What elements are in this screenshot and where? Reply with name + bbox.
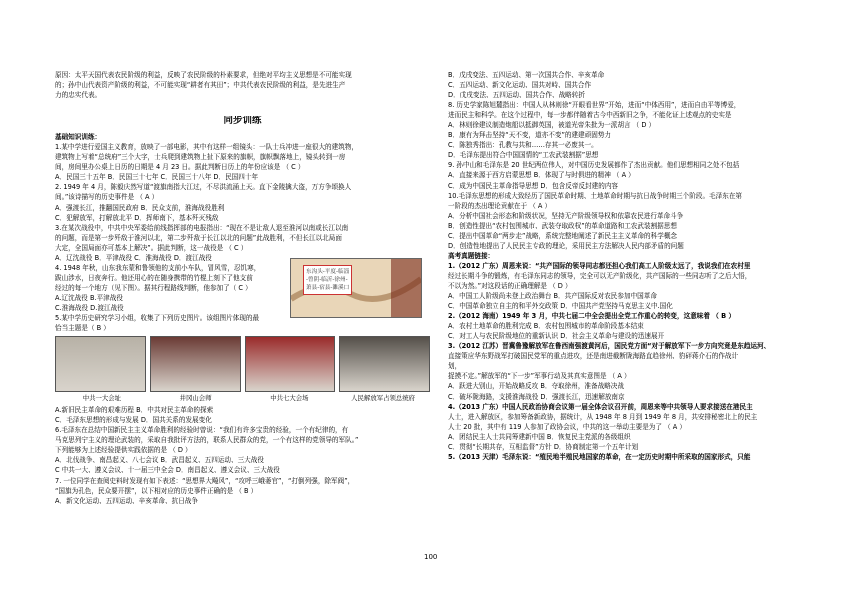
left2-line: 下列能够为上述经验提供实践依据的是 （ D ） [55, 446, 192, 455]
left-line: A．辽沈战役 B．平津战役 C．淮海战役 D．渡江战役 [55, 253, 212, 262]
route-line-2: -曾阴-临沂-徐州- [306, 277, 348, 283]
right-line: C．对工人与农民阶级地位的重新认识 D．社会主义革命与建设的迅速展开 [448, 332, 665, 341]
history-photos [55, 336, 430, 392]
left-line: A．民国三十五年 B．民国三十七年 C．民国三十八年 D．民国四十年 [55, 173, 259, 182]
right-column [448, 70, 823, 462]
left-line: C．犯解放军，打解放北平 D．挥师南下，基本歼灭残敌 [55, 213, 219, 222]
left-line: 4. 1948 年秋，山东我东蒙和鲁领他的支前小车队，冒风雪，忍饥寒， [55, 263, 261, 272]
right-line: 2.（2012 海南）1949 年 3 月，中共七届二中全会提出全党工作重心的转变，这意味着 （ B ） [448, 312, 736, 321]
right-line: C．提出中国革命“两步走”战略，系统完整地阐述了新民主主义革命的科学概念 [448, 231, 678, 240]
left-line: 同步训练 [223, 116, 262, 127]
right-line: A．林则徐建议制造炮船以抵御英国，被道光帝朱批为一派胡言 （ D ） [448, 121, 656, 130]
right-line: 1.（2012 广东）周恩来说：“共产国际的领导同志都还担心我们高工人阶级太远了，我说我们在农村里 [448, 261, 751, 270]
photo-caption: 人民解放军占领总统府 [351, 394, 416, 403]
right-line: 高考真题链接： [448, 251, 495, 260]
right-line: A．农村土地革命的胜利完成 B．农村包围城市的革命阶段基本结束 [448, 322, 644, 331]
right-line: 划， [448, 362, 462, 371]
right-line: 人士 20 批，其中有 119 人参加了政协会议，中共的这一举动主要是为了 （ A ） [448, 422, 686, 431]
right-line: 不以为然。”对这段话的正确理解是 （ D ） [448, 281, 572, 290]
right-line: A．跃进大别山，开始战略反攻 B．夺取徐州，准备战略决战 [448, 382, 624, 391]
right-line: C．中国革命独立自主的和平外交政策 D．中国共产党坚持马克思主义中.国化 [448, 302, 673, 311]
right-line: A．团结民主人士共同筹建新中国 B．恢复民主党派的各级组织 [448, 432, 631, 441]
right-line: C．贯彻“长期共存，互相监督”方针 D．协商制定第一个五年计划 [448, 442, 639, 451]
right-line: 经过长期斗争的锻炼，有毛泽东同志的领导，完全可以无产阶级化，共产国际的一些同志听了之后大悟， [448, 271, 752, 280]
right-line: 5.（2013 天津）毛泽东说：“殖民地半殖民地国家的革命，在一定历史时期中所采取的国家形式，只能 [448, 452, 751, 461]
photo-captions [55, 393, 430, 403]
left2-line: 6.毛泽东在总结中国新民主主义革命胜利的经验时曾说：“我们有许多宝贵的经验，一个有纪律的，有 [55, 426, 349, 435]
right-line: D．创造性地提出了人民民主专政的理论，采用民主方法解决人民内部矛盾的问题 [448, 241, 684, 250]
page-number: 100 [424, 553, 438, 561]
right-line: 人士，进入解放区，参加筹备新政协，据统计，从 1948 年 8 月到 1949 年 8 月，共安排秘密北上的民主 [448, 412, 758, 421]
right-line: 进而民主和科学。在这个过程中，每一步都伴随着古今中西新旧之争，不能化证上述观点的史实是 [448, 111, 732, 120]
left-line: 力的忠实代表。 [55, 91, 102, 100]
left-line: 大定，全国局面亦可基本上解决”。据此判断，这一战役是 （ C ） [55, 243, 248, 252]
right-line: B．戊戌变法、五四运动、第一次国共合作、辛亥革命 [448, 71, 605, 79]
right-line: B．康有为拜击坚持“天不变，道亦不变”的建建顽固势力 [448, 131, 612, 140]
route-line-1: 东沟头-平度-临淄 [306, 269, 350, 275]
history-photo [245, 336, 336, 392]
right-line: C．陈独秀指出：孔教与共和……存其一必废其一。 [448, 141, 598, 150]
left-line: 原因：太平天国代表农民阶级的利益，反映了农民阶级的朴素要求，但绝对平均主义思想是不可能实现 [55, 71, 352, 79]
left-line: 经过的每一个地方（见下图）。据其行程路线判断，他参加了（ C ） [55, 283, 252, 292]
left-line: 1.某中学进行爱国主义教育，放映了一部电影，其中有这样一组镜头：一队士兵冲进一座很大的建筑物， [55, 143, 359, 152]
left-line: 基础知识训练： [55, 133, 102, 142]
left2-line: 马克思列宁主义的理论武装的，采取自我批评方法的，联系人民群众的党，一个有这样的党领导的军队。” [55, 436, 359, 445]
right-line: C．五四运动、新文化运动、国共对峙、国共合作 [448, 81, 592, 90]
left-line: A．强渡长江，推翻国民政府 B．民众支前，淮海战役胜利 [55, 203, 225, 212]
route-label [303, 265, 352, 295]
right-line: D．毛泽东提出符合中国国情的“工农武装割据”思想 [448, 151, 599, 160]
left-line: 间，房间里办公桌上日历的日期是 4 月 23 日。据此判断日历上的年份应该是 （ C ） [55, 163, 305, 172]
left-line: 2. 1949 年 4 月，陈毅庆然写道“渡旗南指大江过，不尽洪流涌上天。直下金陵擒大盗，万方争颂换人 [55, 183, 352, 192]
left2-line: A．北伐战争、南昌起义、八七会议 B．武昌起义、五四运动、三大战役 [55, 456, 264, 465]
route-map-image [290, 258, 422, 318]
photo-caption: 中共一大会址 [82, 394, 122, 403]
right-line: A．分析中国社会形态和阶级状况，坚持无产阶级领导权和依靠农民进行革命斗争 [448, 211, 684, 220]
route-line-3: 萧县-宿县-濉溪口 [306, 285, 350, 291]
right-line: 直接策应华东野战军打破国民党军的重点进攻，还是南进截断陇海路直趋徐州、豹砰蒋介石的作战计 [448, 352, 739, 361]
right-line: B．创造性提出“农村包围城市、武装夺取政权”的革命道路和工农武装割据思想 [448, 221, 677, 230]
left-line: 恰当主题是（ B ） [55, 324, 110, 333]
left2-line: C 中共一大、遵义会议、十一届三中全会 D．南昌起义、遵义会议、三大战役 [55, 466, 280, 475]
left-line: 间。”该诗描写的历史事件是 （ A ） [55, 193, 159, 202]
right-line: D．戊戌变法、五四运动、国共合作、战略转折 [448, 91, 585, 100]
right-line: C．破坏陇海路，支援淮海战役 D．强渡长江，迅速解放南京 [448, 392, 625, 401]
right-line: 8. 历史学家陈旭麓指出：中国人从林则徐“开眼看世界”开始，进而“中体西用”，进而自由平等博爱， [448, 101, 741, 110]
photo-caption: 中共七大会场 [270, 394, 309, 403]
right-line: 3.（2012 江苏）晋冀鲁豫解放军在鲁西南强渡黄河后，国民党方面“对于解放军下一步方向究竟是东趋运河、 [448, 342, 771, 351]
left2-line: C．毛泽东思想的形成与发展 D．国共关系的发展变化 [55, 416, 212, 425]
left-line: 的问题，而是第一步歼敌于淮河以北，第二步歼敌于长江以北的问题”此战胜利，不但长江以北局面 [55, 233, 342, 242]
right-line: A．中国工人阶级尚未登上政治舞台 B．共产国际反对农民参加中国革命 [448, 292, 657, 301]
left2-line: A．新文化运动、五四运动、辛亥革命、抗日战争 [55, 496, 198, 505]
left-line: 5.某中学历史研究学习小组，收集了下列历史图片。该组图片体现的最 [55, 314, 260, 323]
photo-caption: 井冈山会师 [179, 394, 212, 403]
right-line: A．直接来源于西方启蒙思想 B．体现了与时俱进的精神 （ A ） [448, 171, 635, 180]
left-line: 跋山涉水，日夜奔行。他还用心的在随身携带的竹棍上刻下了他支前 [55, 273, 253, 282]
right-line: 一阶段的杰出理论贡献在于 （ A ） [448, 201, 552, 210]
history-photo [150, 336, 241, 392]
left-line: 建筑物上写着“总统府”三个大字，士兵爬到建筑物上扯下原来的旗帜，旗帜飘落地上，镜头转到一房 [55, 153, 346, 162]
right-line: 4.（2013 广东）中国人民政治协商会议第一届全体会议召开前，周恩来等中共领导人要求接送在港民主 [448, 402, 753, 411]
right-line: 10.毛泽东思想的形成大致经历了国民革命时期、土地革命时期与抗日战争时期三个阶段。毛泽东在第 [448, 191, 743, 200]
history-photo [55, 336, 146, 392]
left2-line: A.新旧民主革命的艰难历程 B．中共对民主革命的探索 [55, 406, 214, 415]
left-line: A.辽沈战役 B.平津战役 [55, 293, 123, 302]
left-line [55, 100, 430, 108]
left-line: C.淮海战役 D.渡江战役 [55, 303, 124, 312]
left2-line: 7. 一位同学在查阅史料时发现有如下表述：“思想界大飚风”，“攻呼三峨萎官”，“打倒列强，除军阀”， [55, 476, 355, 485]
left2-line: “国旗为孔色，民众要开摆”，以下相对应的历史事件正确的是 （ B ） [55, 486, 258, 495]
left-line: 的；孙中山代表资产阶级的利益，不可能实现“耕者有其田”；中共代表农民阶级的利益，是先进生产 [55, 81, 346, 90]
right-line: 9. 孙中山和毛泽东是 20 世纪两位伟人，对中国历史发展都作了杰出贡献。他们思想相同之处不包括 [448, 161, 740, 170]
left-line: 3.在某次战役中，中共中央军委给前线指挥部的电报指出：“现在不是让敌人退至淮河以南或长江以南 [55, 223, 349, 232]
history-photo [339, 336, 430, 392]
right-line: C．成为中国民主革命指导思想 D．包含反帝反封建的内容 [448, 181, 619, 190]
right-line: 捉摸不定。”解放军的“下一步”军事行动及其真实意图是 （ A ） [448, 372, 631, 381]
